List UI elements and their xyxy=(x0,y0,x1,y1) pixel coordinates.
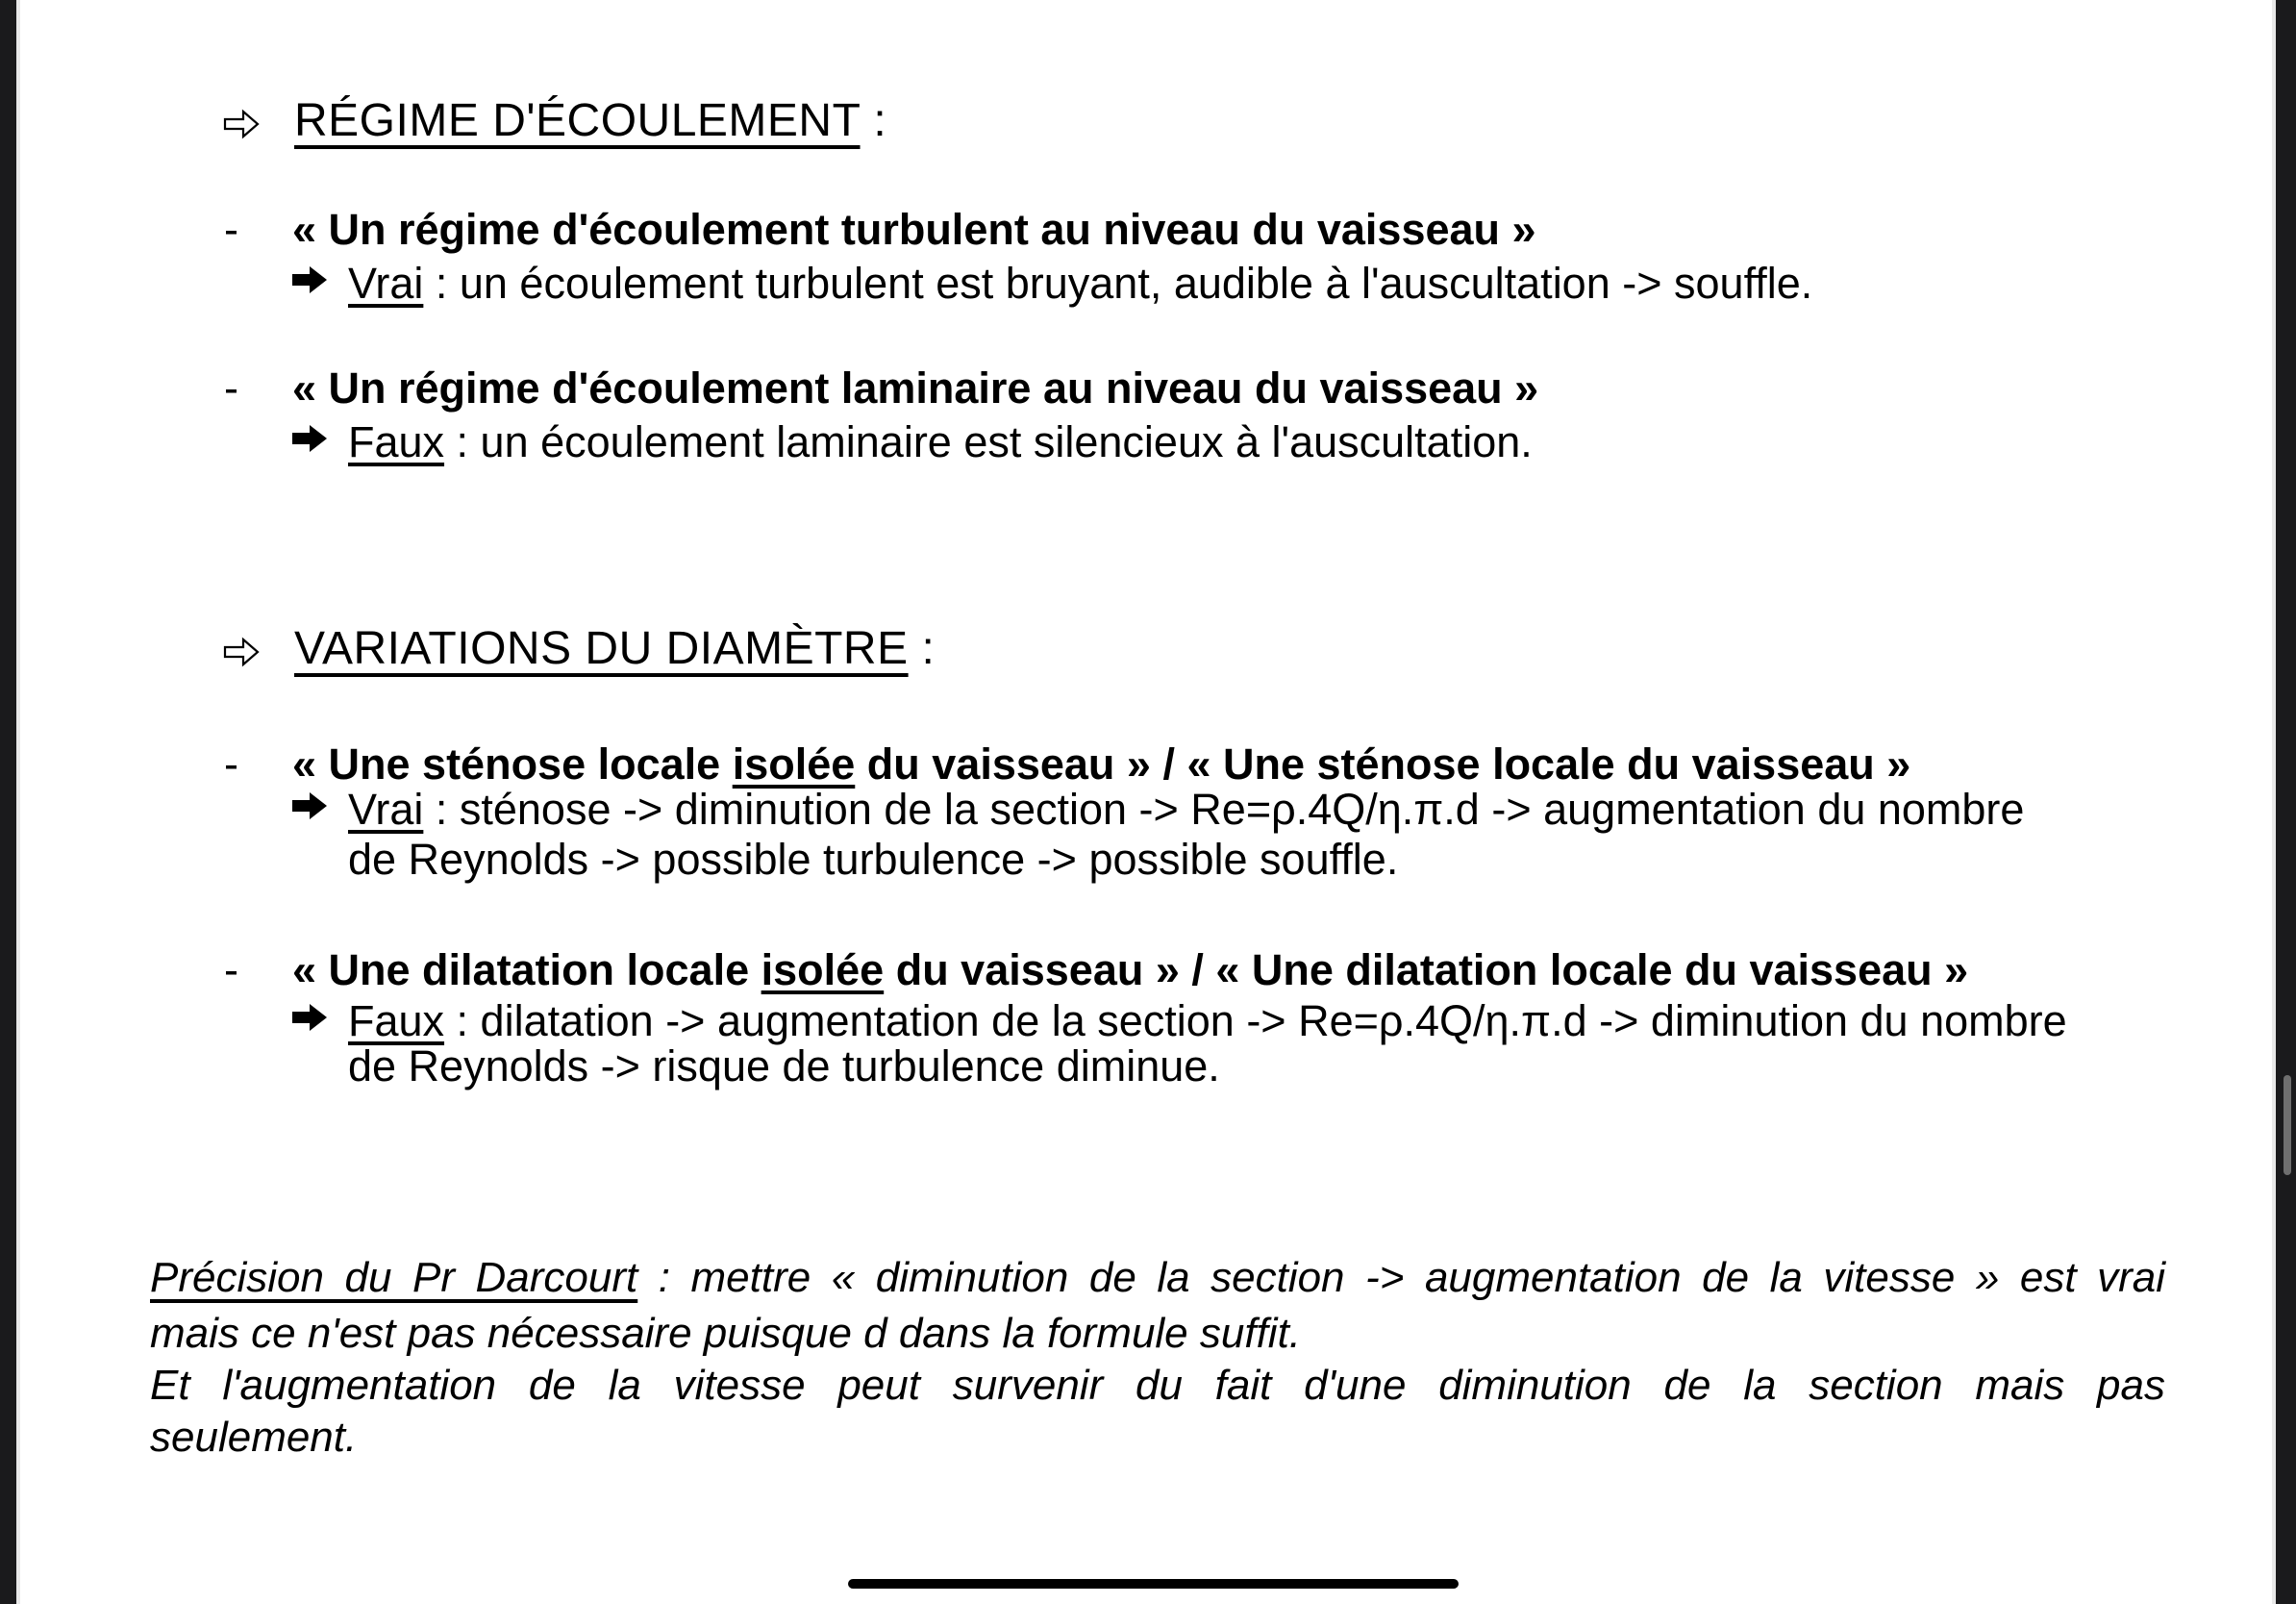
section-heading-arrow-icon xyxy=(222,636,261,668)
scrollbar-thumb[interactable] xyxy=(2284,1075,2291,1175)
answer-stenose-line1 xyxy=(348,785,2024,835)
statement-underlined-word: isolée xyxy=(732,739,856,789)
statement-text: du vaisseau » / « Une dilatation locale du vaisseau » xyxy=(884,945,1969,994)
section2-title: VARIATIONS DU DIAMÈTRE xyxy=(294,623,909,674)
note-line-3: Et l'augmentation de la vitesse peut survenir du fait d'une diminution de la section mais pas xyxy=(150,1362,2165,1409)
page-divider-line xyxy=(848,1579,1459,1589)
answer-text: : sténose -> diminution de la section -> Re=ρ.4Q/η.π.d -> augmentation du nombre xyxy=(423,785,2025,834)
statement-dilatation xyxy=(292,945,1968,995)
answer-turbulent xyxy=(348,259,1812,309)
statement-text: « Une dilatation locale xyxy=(292,945,761,994)
answer-text: : un écoulement turbulent est bruyant, audible à l'auscultation -> souffle. xyxy=(423,259,1813,308)
answer-dilatation-line2: de Reynolds -> risque de turbulence diminue. xyxy=(348,1041,1220,1090)
answer-dilatation-line1 xyxy=(348,996,2067,1046)
bullet-dash: - xyxy=(224,945,238,994)
statement-laminaire: « Un régime d'écoulement laminaire au niveau du vaisseau » xyxy=(292,363,1539,413)
bullet-dash: - xyxy=(224,363,238,413)
section1-title: RÉGIME D'ÉCOULEMENT xyxy=(294,95,861,146)
answer-arrow-icon xyxy=(292,423,327,454)
answer-arrow-icon xyxy=(292,264,327,295)
scrollbar-track xyxy=(2276,0,2296,1604)
section2-heading xyxy=(294,624,935,674)
statement-stenose xyxy=(292,739,1910,789)
answer-text: : un écoulement laminaire est silencieux à l'auscultation. xyxy=(444,417,1533,466)
note-lead: Précision du Pr Darcourt xyxy=(150,1254,638,1301)
left-edge-bar xyxy=(0,0,16,1604)
statement-text: « Une sténose locale xyxy=(292,739,733,789)
left-page-border xyxy=(16,0,20,1604)
statement-underlined-word: isolée xyxy=(761,945,885,994)
verdict-faux: Faux xyxy=(348,417,445,466)
note-line-4: seulement. xyxy=(150,1414,358,1461)
answer-stenose-line2: de Reynolds -> possible turbulence -> possible souffle. xyxy=(348,835,1399,884)
section-heading-arrow-icon xyxy=(222,108,261,140)
note-text: : mettre « diminution de la section -> augmentation de la vitesse » est vrai xyxy=(637,1254,2165,1301)
note-line-2: mais ce n'est pas nécessaire puisque d dans la formule suffit. xyxy=(150,1310,1302,1357)
bullet-dash: - xyxy=(224,739,238,789)
verdict-faux: Faux xyxy=(348,996,445,1045)
verdict-vrai: Vrai xyxy=(348,785,424,834)
statement-turbulent: « Un régime d'écoulement turbulent au niveau du vaisseau » xyxy=(292,205,1536,254)
statement-text: du vaisseau » / « Une sténose locale du vaisseau » xyxy=(855,739,1911,789)
section1-colon: : xyxy=(860,95,887,146)
answer-text: : dilatation -> augmentation de la section -> Re=ρ.4Q/η.π.d -> diminution du nombre xyxy=(444,996,2067,1045)
answer-arrow-icon xyxy=(292,790,327,821)
section2-colon: : xyxy=(908,623,936,674)
bullet-dash: - xyxy=(224,205,238,254)
answer-laminaire xyxy=(348,417,1533,467)
note-line-1 xyxy=(150,1253,2165,1303)
verdict-vrai: Vrai xyxy=(348,259,424,308)
answer-arrow-icon xyxy=(292,1002,327,1033)
section1-heading xyxy=(294,96,886,146)
